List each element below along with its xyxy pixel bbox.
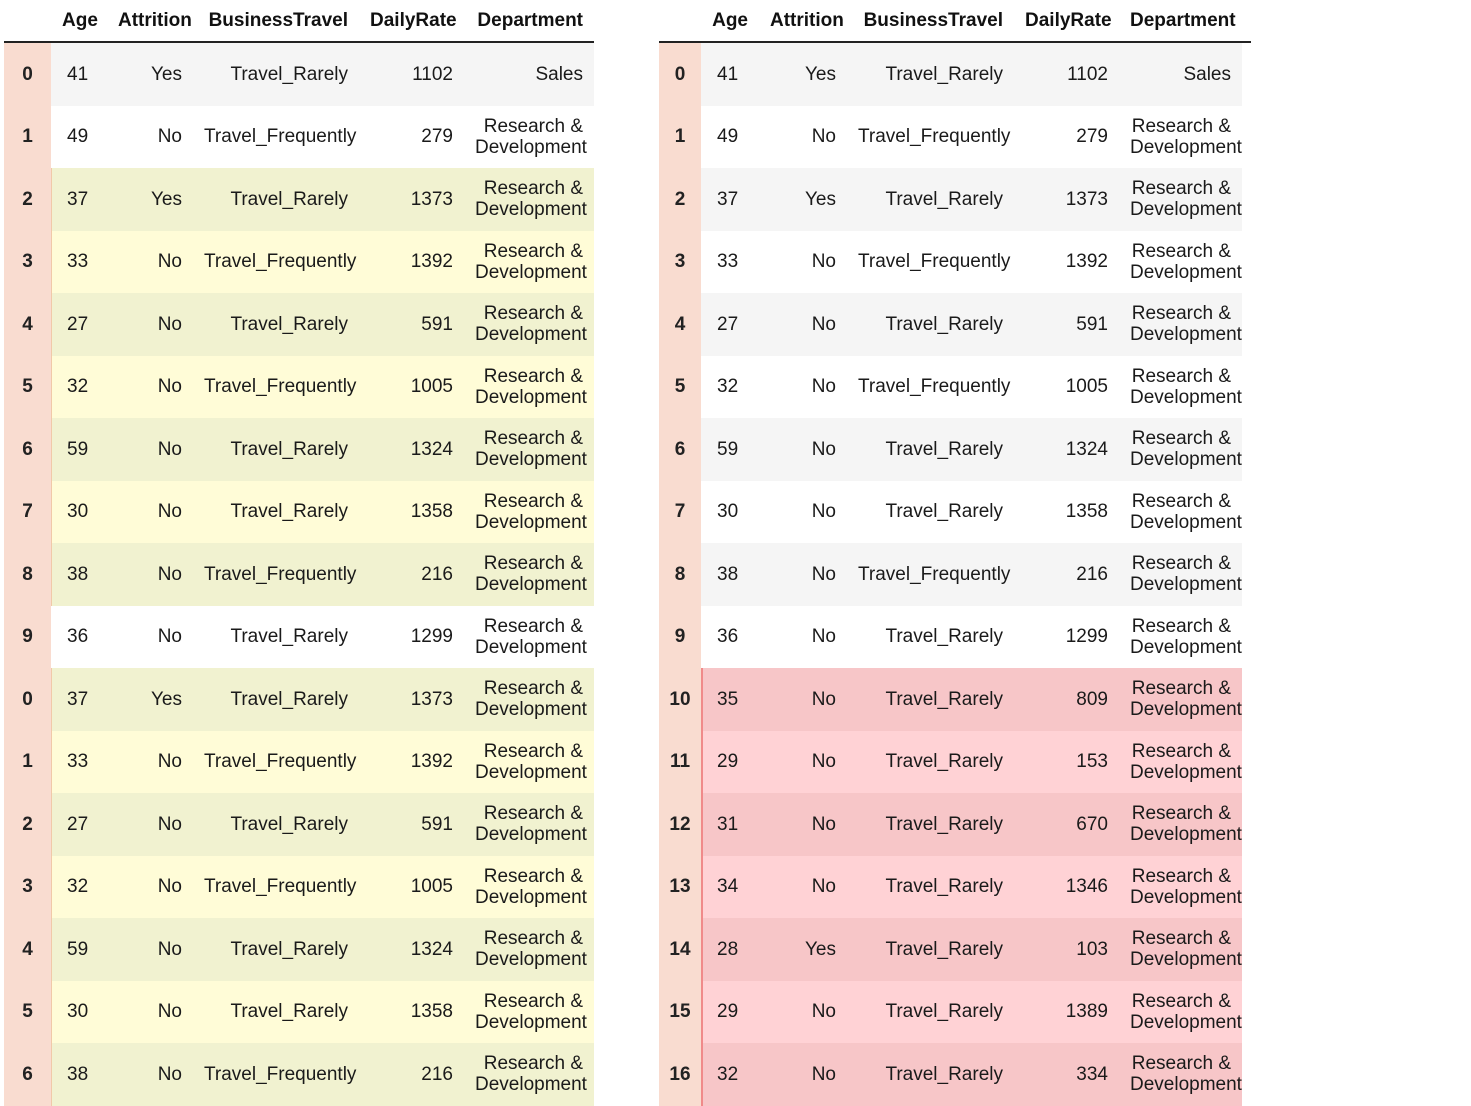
- businesstravel-cell: Travel_Rarely: [193, 168, 359, 231]
- businesstravel-cell: Travel_Frequently: [847, 543, 1014, 606]
- dailyrate-cell: 1102: [1014, 42, 1119, 106]
- age-cell: 30: [51, 481, 107, 544]
- index-cell: 5: [4, 981, 51, 1044]
- department-cell: Research & Development: [1119, 918, 1242, 981]
- row-padding: [1242, 731, 1251, 794]
- age-cell: 31: [701, 793, 759, 856]
- table-row: [4, 856, 594, 919]
- dailyrate-cell: 1324: [359, 418, 464, 481]
- age-cell: 27: [701, 293, 759, 356]
- column-header-dailyrate: DailyRate: [359, 0, 464, 42]
- dailyrate-cell: 1005: [1014, 356, 1119, 419]
- dailyrate-cell: 1373: [359, 168, 464, 231]
- row-padding: [1242, 981, 1251, 1044]
- table-row: [4, 918, 594, 981]
- department-cell: Research & Development: [1119, 793, 1242, 856]
- dailyrate-cell: 1005: [359, 356, 464, 419]
- row-padding: [1242, 231, 1251, 294]
- index-cell: 7: [4, 481, 51, 544]
- businesstravel-cell: Travel_Frequently: [193, 543, 359, 606]
- age-cell: 32: [701, 356, 759, 419]
- businesstravel-cell: Travel_Rarely: [193, 418, 359, 481]
- table-row: [4, 981, 594, 1044]
- table-row: [4, 543, 594, 606]
- dailyrate-cell: 809: [1014, 668, 1119, 731]
- attrition-cell: No: [107, 418, 193, 481]
- dailyrate-cell: 103: [1014, 918, 1119, 981]
- right-dataframe-table: [659, 0, 1251, 1106]
- age-cell: 33: [51, 731, 107, 794]
- table-row: [659, 543, 1251, 606]
- index-cell: 0: [659, 42, 701, 106]
- age-cell: 37: [701, 168, 759, 231]
- businesstravel-cell: Travel_Rarely: [193, 42, 359, 106]
- column-header-department: Department: [464, 0, 594, 42]
- age-cell: 35: [701, 668, 759, 731]
- dailyrate-cell: 1373: [1014, 168, 1119, 231]
- department-cell: Research & Development: [1119, 543, 1242, 606]
- department-cell: Research & Development: [464, 481, 594, 544]
- department-cell: Research & Development: [1119, 418, 1242, 481]
- attrition-cell: No: [759, 293, 847, 356]
- dailyrate-cell: 1373: [359, 668, 464, 731]
- table-row: [659, 793, 1251, 856]
- dailyrate-cell: 1358: [359, 481, 464, 544]
- attrition-cell: No: [759, 418, 847, 481]
- right-table-header: [659, 0, 1251, 42]
- table-row: [4, 793, 594, 856]
- department-cell: Research & Development: [464, 231, 594, 294]
- index-cell: 13: [659, 856, 701, 919]
- dailyrate-cell: 1324: [1014, 418, 1119, 481]
- table-row: [659, 293, 1251, 356]
- attrition-cell: No: [759, 606, 847, 669]
- department-cell: Research & Development: [1119, 731, 1242, 794]
- age-cell: 59: [701, 418, 759, 481]
- table-row: [4, 731, 594, 794]
- businesstravel-cell: Travel_Rarely: [847, 793, 1014, 856]
- index-cell: 8: [659, 543, 701, 606]
- department-cell: Research & Development: [464, 356, 594, 419]
- row-padding: [1242, 293, 1251, 356]
- index-cell: 2: [659, 168, 701, 231]
- age-cell: 37: [51, 168, 107, 231]
- dailyrate-cell: 591: [359, 293, 464, 356]
- attrition-cell: No: [759, 668, 847, 731]
- attrition-cell: No: [107, 606, 193, 669]
- age-cell: 34: [701, 856, 759, 919]
- department-cell: Research & Development: [464, 981, 594, 1044]
- index-cell: 0: [4, 42, 51, 106]
- table-row: [659, 981, 1251, 1044]
- age-cell: 41: [701, 42, 759, 106]
- businesstravel-cell: Travel_Rarely: [193, 668, 359, 731]
- department-cell: Research & Development: [1119, 106, 1242, 169]
- businesstravel-cell: Travel_Frequently: [847, 356, 1014, 419]
- age-cell: 30: [701, 481, 759, 544]
- age-cell: 49: [51, 106, 107, 169]
- column-header-age: Age: [51, 0, 107, 42]
- attrition-cell: Yes: [759, 42, 847, 106]
- businesstravel-cell: Travel_Rarely: [847, 918, 1014, 981]
- row-padding: [1242, 106, 1251, 169]
- index-cell: 9: [4, 606, 51, 669]
- age-cell: 49: [701, 106, 759, 169]
- age-cell: 36: [701, 606, 759, 669]
- department-cell: Research & Development: [1119, 606, 1242, 669]
- dailyrate-cell: 279: [1014, 106, 1119, 169]
- index-cell: 6: [4, 1043, 51, 1106]
- attrition-cell: No: [759, 1043, 847, 1106]
- businesstravel-cell: Travel_Rarely: [847, 168, 1014, 231]
- businesstravel-cell: Travel_Rarely: [193, 793, 359, 856]
- column-header-department: Department: [1119, 0, 1242, 42]
- businesstravel-cell: Travel_Frequently: [193, 856, 359, 919]
- index-cell: 12: [659, 793, 701, 856]
- table-row: [4, 1043, 594, 1106]
- attrition-cell: No: [759, 856, 847, 919]
- index-header: [659, 0, 701, 42]
- dailyrate-cell: 591: [359, 793, 464, 856]
- index-cell: 6: [659, 418, 701, 481]
- age-cell: 32: [51, 356, 107, 419]
- table-row: [659, 606, 1251, 669]
- row-padding: [1242, 606, 1251, 669]
- table-row: [659, 481, 1251, 544]
- attrition-cell: No: [759, 481, 847, 544]
- businesstravel-cell: Travel_Frequently: [193, 356, 359, 419]
- businesstravel-cell: Travel_Rarely: [193, 293, 359, 356]
- businesstravel-cell: Travel_Frequently: [193, 731, 359, 794]
- department-cell: Research & Development: [464, 543, 594, 606]
- age-cell: 30: [51, 981, 107, 1044]
- department-cell: Research & Development: [464, 106, 594, 169]
- header-row: [4, 0, 594, 42]
- businesstravel-cell: Travel_Rarely: [847, 293, 1014, 356]
- attrition-cell: No: [759, 356, 847, 419]
- age-cell: 29: [701, 731, 759, 794]
- row-padding: [1242, 543, 1251, 606]
- attrition-cell: No: [107, 293, 193, 356]
- row-padding: [1242, 481, 1251, 544]
- index-header: [4, 0, 51, 42]
- department-cell: Research & Development: [1119, 231, 1242, 294]
- businesstravel-cell: Travel_Rarely: [847, 606, 1014, 669]
- table-row: [659, 231, 1251, 294]
- row-padding: [1242, 418, 1251, 481]
- table-row: [659, 918, 1251, 981]
- column-header-businesstravel: BusinessTravel: [193, 0, 359, 42]
- businesstravel-cell: Travel_Rarely: [193, 918, 359, 981]
- department-cell: Research & Development: [1119, 981, 1242, 1044]
- index-cell: 2: [4, 793, 51, 856]
- table-row: [659, 356, 1251, 419]
- age-cell: 36: [51, 606, 107, 669]
- businesstravel-cell: Travel_Rarely: [193, 981, 359, 1044]
- table-row: [659, 731, 1251, 794]
- row-padding: [1242, 356, 1251, 419]
- table-row: [4, 231, 594, 294]
- table-row: [4, 106, 594, 169]
- index-cell: 1: [4, 731, 51, 794]
- attrition-cell: Yes: [107, 42, 193, 106]
- attrition-cell: No: [107, 356, 193, 419]
- column-header-businesstravel: BusinessTravel: [847, 0, 1014, 42]
- column-header-attrition: Attrition: [759, 0, 847, 42]
- index-cell: 8: [4, 543, 51, 606]
- index-cell: 1: [4, 106, 51, 169]
- table-row: [4, 168, 594, 231]
- left-table-header: [4, 0, 594, 42]
- department-cell: Research & Development: [1119, 168, 1242, 231]
- attrition-cell: Yes: [759, 918, 847, 981]
- age-cell: 59: [51, 918, 107, 981]
- department-cell: Research & Development: [464, 293, 594, 356]
- dailyrate-cell: 334: [1014, 1043, 1119, 1106]
- department-cell: Research & Development: [1119, 668, 1242, 731]
- dailyrate-cell: 1392: [359, 231, 464, 294]
- attrition-cell: Yes: [759, 168, 847, 231]
- businesstravel-cell: Travel_Rarely: [847, 856, 1014, 919]
- index-cell: 3: [4, 231, 51, 294]
- table-row: [4, 42, 594, 106]
- index-cell: 4: [659, 293, 701, 356]
- department-cell: Sales: [1119, 42, 1242, 106]
- dailyrate-cell: 1389: [1014, 981, 1119, 1044]
- age-cell: 27: [51, 293, 107, 356]
- department-cell: Research & Development: [464, 731, 594, 794]
- businesstravel-cell: Travel_Frequently: [847, 106, 1014, 169]
- businesstravel-cell: Travel_Frequently: [193, 106, 359, 169]
- attrition-cell: No: [107, 918, 193, 981]
- department-cell: Research & Development: [1119, 356, 1242, 419]
- age-cell: 28: [701, 918, 759, 981]
- businesstravel-cell: Travel_Rarely: [847, 1043, 1014, 1106]
- attrition-cell: No: [759, 106, 847, 169]
- dailyrate-cell: 1299: [1014, 606, 1119, 669]
- dailyrate-cell: 216: [1014, 543, 1119, 606]
- dailyrate-cell: 1358: [1014, 481, 1119, 544]
- dailyrate-cell: 1358: [359, 981, 464, 1044]
- age-cell: 38: [51, 543, 107, 606]
- businesstravel-cell: Travel_Rarely: [847, 418, 1014, 481]
- department-cell: Research & Development: [1119, 481, 1242, 544]
- index-cell: 9: [659, 606, 701, 669]
- table-row: [4, 418, 594, 481]
- attrition-cell: No: [107, 856, 193, 919]
- age-cell: 41: [51, 42, 107, 106]
- businesstravel-cell: Travel_Frequently: [847, 231, 1014, 294]
- attrition-cell: No: [107, 731, 193, 794]
- table-row: [659, 856, 1251, 919]
- dailyrate-cell: 670: [1014, 793, 1119, 856]
- dailyrate-cell: 1346: [1014, 856, 1119, 919]
- age-cell: 33: [51, 231, 107, 294]
- businesstravel-cell: Travel_Rarely: [847, 731, 1014, 794]
- businesstravel-cell: Travel_Rarely: [193, 606, 359, 669]
- businesstravel-cell: Travel_Rarely: [847, 42, 1014, 106]
- dailyrate-cell: 1392: [359, 731, 464, 794]
- age-cell: 32: [701, 1043, 759, 1106]
- dailyrate-cell: 591: [1014, 293, 1119, 356]
- header-row: [659, 0, 1251, 42]
- index-cell: 10: [659, 668, 701, 731]
- index-cell: 6: [4, 418, 51, 481]
- businesstravel-cell: Travel_Rarely: [847, 481, 1014, 544]
- dailyrate-cell: 1102: [359, 42, 464, 106]
- index-cell: 5: [659, 356, 701, 419]
- attrition-cell: Yes: [107, 168, 193, 231]
- age-cell: 38: [701, 543, 759, 606]
- index-cell: 15: [659, 981, 701, 1044]
- row-padding: [1242, 793, 1251, 856]
- right-table-body: [659, 42, 1251, 1106]
- index-cell: 11: [659, 731, 701, 794]
- attrition-cell: Yes: [107, 668, 193, 731]
- department-cell: Research & Development: [464, 1043, 594, 1106]
- table-row: [659, 418, 1251, 481]
- table-row: [4, 606, 594, 669]
- department-cell: Research & Development: [1119, 856, 1242, 919]
- left-table-body: [4, 42, 594, 1106]
- businesstravel-cell: Travel_Frequently: [193, 1043, 359, 1106]
- dailyrate-cell: 1324: [359, 918, 464, 981]
- attrition-cell: No: [759, 731, 847, 794]
- table-row: [659, 668, 1251, 731]
- department-cell: Research & Development: [464, 418, 594, 481]
- table-row: [4, 668, 594, 731]
- row-padding: [1242, 918, 1251, 981]
- header-padding: [1242, 0, 1251, 42]
- attrition-cell: No: [107, 793, 193, 856]
- dailyrate-cell: 279: [359, 106, 464, 169]
- dailyrate-cell: 1299: [359, 606, 464, 669]
- table-row: [659, 1043, 1251, 1106]
- businesstravel-cell: Travel_Frequently: [193, 231, 359, 294]
- attrition-cell: No: [107, 481, 193, 544]
- table-row: [4, 481, 594, 544]
- age-cell: 33: [701, 231, 759, 294]
- dailyrate-cell: 216: [359, 543, 464, 606]
- column-header-age: Age: [701, 0, 759, 42]
- age-cell: 32: [51, 856, 107, 919]
- column-header-attrition: Attrition: [107, 0, 193, 42]
- department-cell: Research & Development: [1119, 293, 1242, 356]
- dailyrate-cell: 1005: [359, 856, 464, 919]
- department-cell: Research & Development: [464, 793, 594, 856]
- attrition-cell: No: [759, 543, 847, 606]
- row-padding: [1242, 856, 1251, 919]
- age-cell: 29: [701, 981, 759, 1044]
- index-cell: 4: [4, 293, 51, 356]
- department-cell: Research & Development: [464, 918, 594, 981]
- column-header-dailyrate: DailyRate: [1014, 0, 1119, 42]
- table-row: [659, 42, 1251, 106]
- table-row: [659, 168, 1251, 231]
- row-padding: [1242, 668, 1251, 731]
- businesstravel-cell: Travel_Rarely: [193, 481, 359, 544]
- index-cell: 2: [4, 168, 51, 231]
- index-cell: 4: [4, 918, 51, 981]
- index-cell: 1: [659, 106, 701, 169]
- table-row: [4, 293, 594, 356]
- row-padding: [1242, 168, 1251, 231]
- dailyrate-cell: 1392: [1014, 231, 1119, 294]
- department-cell: Research & Development: [464, 668, 594, 731]
- department-cell: Sales: [464, 42, 594, 106]
- index-cell: 14: [659, 918, 701, 981]
- department-cell: Research & Development: [464, 606, 594, 669]
- age-cell: 38: [51, 1043, 107, 1106]
- row-padding: [1242, 42, 1251, 106]
- table-row: [659, 106, 1251, 169]
- table-row: [4, 356, 594, 419]
- attrition-cell: No: [107, 106, 193, 169]
- age-cell: 59: [51, 418, 107, 481]
- attrition-cell: No: [759, 793, 847, 856]
- attrition-cell: No: [107, 543, 193, 606]
- businesstravel-cell: Travel_Rarely: [847, 981, 1014, 1044]
- attrition-cell: No: [759, 981, 847, 1044]
- row-padding: [1242, 1043, 1251, 1106]
- index-cell: 3: [659, 231, 701, 294]
- dailyrate-cell: 153: [1014, 731, 1119, 794]
- left-dataframe-table: [4, 0, 594, 1106]
- index-cell: 3: [4, 856, 51, 919]
- department-cell: Research & Development: [464, 856, 594, 919]
- attrition-cell: No: [107, 231, 193, 294]
- attrition-cell: No: [107, 1043, 193, 1106]
- age-cell: 27: [51, 793, 107, 856]
- department-cell: Research & Development: [464, 168, 594, 231]
- attrition-cell: No: [759, 231, 847, 294]
- attrition-cell: No: [107, 981, 193, 1044]
- index-cell: 7: [659, 481, 701, 544]
- index-cell: 5: [4, 356, 51, 419]
- dailyrate-cell: 216: [359, 1043, 464, 1106]
- age-cell: 37: [51, 668, 107, 731]
- index-cell: 0: [4, 668, 51, 731]
- department-cell: Research & Development: [1119, 1043, 1242, 1106]
- businesstravel-cell: Travel_Rarely: [847, 668, 1014, 731]
- index-cell: 16: [659, 1043, 701, 1106]
